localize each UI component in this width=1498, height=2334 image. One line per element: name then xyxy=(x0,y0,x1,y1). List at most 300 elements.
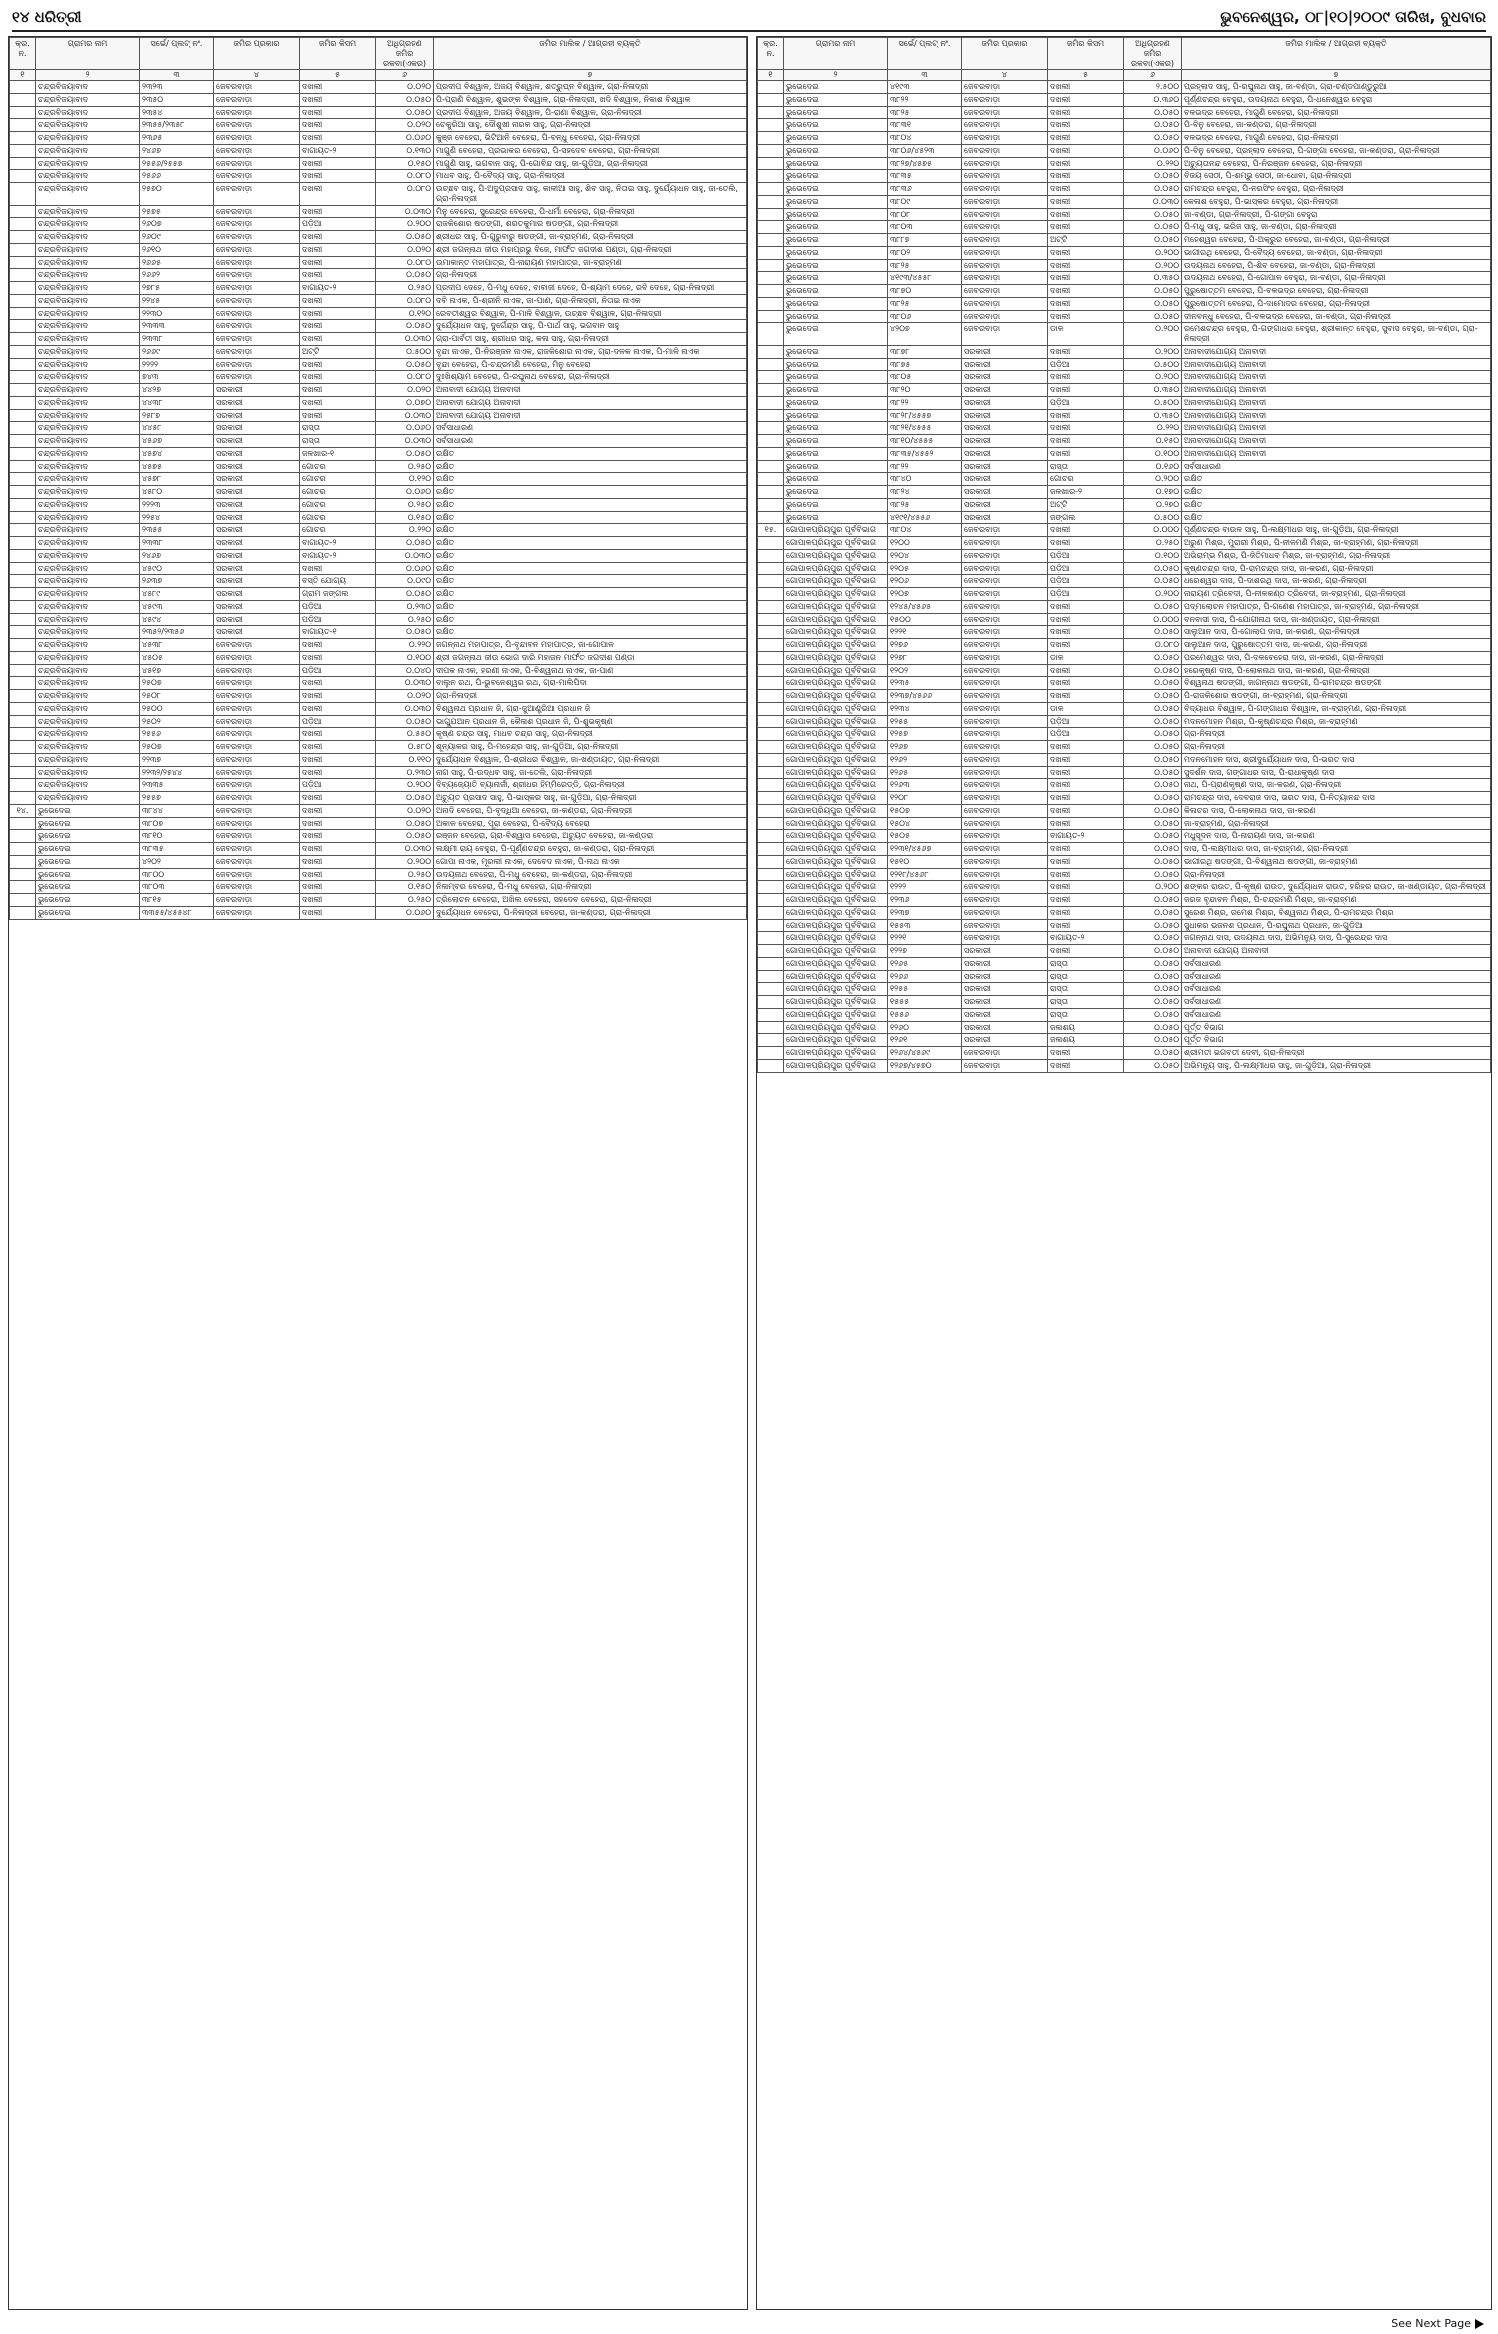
table-row xyxy=(758,511,1491,524)
owner-cell: ଦୀପକ ନାଏକ, ହରଣୀ ନାଏକ, ପି-ବିଶ୍ୱନାଥ ନାଏକ, ଜା-ପାଣ xyxy=(434,664,747,677)
owner-cell: ଧରେଶ୍ୱର ଦାସ, ପି-ଦାଶରଥି ଦାସ, ଜା-କରଣ, ଗ୍ରା-ନିଳାଦ୍ରୀ xyxy=(1182,575,1491,588)
plot-cell: ୨୩୬୫ xyxy=(140,132,214,145)
village-cell: ଭୁଭେଦେଇ xyxy=(784,345,888,358)
land-type-cell: ଜେବରବାଡ଼ା xyxy=(214,804,300,817)
village-cell: ଭୁଭେଦେଇ xyxy=(784,272,888,285)
table-row xyxy=(758,81,1491,94)
serial-cell xyxy=(10,537,36,550)
village-cell: ଭୁଭେଦେଇ xyxy=(784,132,888,145)
owner-cell: ଅନାବାଦୀଯୋଗ୍ୟ ଅନାବାଦୀ xyxy=(1182,396,1491,409)
table-row xyxy=(758,144,1491,157)
kisam-cell: ଦଖଲୀ xyxy=(300,677,376,690)
serial-cell xyxy=(10,422,36,435)
land-type-cell: ସରକାରୀ xyxy=(962,957,1048,970)
plot-cell: ୨୫୦୨ xyxy=(140,715,214,728)
plot-cell: ୨୨୨୨ xyxy=(140,358,214,371)
land-type-cell: ଜେବରବାଡ଼ା xyxy=(214,106,300,119)
serial-cell xyxy=(758,881,784,894)
kisam-cell: ଦଖଲୀ xyxy=(300,333,376,346)
kisam-cell: ଦଖଲୀ xyxy=(1048,690,1124,703)
land-type-cell: ଜେବରବାଡ଼ା xyxy=(214,741,300,754)
owner-cell: ଗ୍ରା-ନିଳାଦ୍ରୀ xyxy=(434,690,747,703)
village-cell: ଚନ୍ଦ୍ରବିଜୟାବାଦ xyxy=(36,562,140,575)
serial-cell xyxy=(10,157,36,170)
owner-cell: ଗ୍ରା-ନିଳାଦ୍ରୀ xyxy=(1182,728,1491,741)
owner-cell: ପି-ପ୍ରାଣି ବିଶ୍ୱାଳ, ଶୁଭଙ୍କ ବିଶ୍ୱାଳ, ଗ୍ରା-ନିଳାଦ୍ରୀ, ଖଦି ବିଶ୍ୱାଳ, ନିକାଶ ବିଶ୍ୱାଳ xyxy=(434,93,747,106)
table-row xyxy=(758,537,1491,550)
serial-cell xyxy=(10,792,36,805)
land-type-cell: ଜେବରବାଡ଼ା xyxy=(214,231,300,244)
village-cell: ଗୋପାଳପ୍ରିୟପୁର ପୂର୍ବବିଭାଗ xyxy=(784,728,888,741)
area-cell: ୦.୦୫୦ xyxy=(1124,945,1182,958)
village-cell: ଚନ୍ଦ୍ରବିଜୟାବାଦ xyxy=(36,307,140,320)
kisam-cell: ଡାଳ xyxy=(1048,651,1124,664)
serial-cell xyxy=(758,868,784,881)
area-cell: ୦.୨୫୦ xyxy=(1124,537,1182,550)
owner-cell: ସର୍ବସାଧାରଣ xyxy=(1182,996,1491,1009)
village-cell: ଚନ୍ଦ୍ରବିଜୟାବାଦ xyxy=(36,422,140,435)
village-cell: ଚନ୍ଦ୍ରବିଜୟାବାଦ xyxy=(36,639,140,652)
kisam-cell: ଦଖଲୀ xyxy=(1048,384,1124,397)
table-row xyxy=(758,766,1491,779)
land-type-cell: ଜେବରବାଡ଼ା xyxy=(214,868,300,881)
kisam-cell: ବାଗାୟତ-୧ xyxy=(300,626,376,639)
table-row xyxy=(758,996,1491,1009)
owner-cell: ଅନାବାଦୀଯୋଗ୍ୟ ଅନାବାଦୀ xyxy=(1182,345,1491,358)
serial-cell xyxy=(758,93,784,106)
kisam-cell: ରାସ୍ତା xyxy=(1048,983,1124,996)
village-cell: ଚନ୍ଦ୍ରବିଜୟାବାଦ xyxy=(36,294,140,307)
owner-cell: ରକ୍ଷିତ xyxy=(434,511,747,524)
plot-cell: ୧୨୬୭/୪୫୭୦ xyxy=(888,1059,962,1072)
serial-cell xyxy=(10,106,36,119)
table-row xyxy=(10,256,747,269)
village-cell: ଚନ୍ଦ୍ରବିଜୟାବାଦ xyxy=(36,447,140,460)
serial-cell xyxy=(758,830,784,843)
kisam-cell: ଦଖଲୀ xyxy=(300,855,376,868)
land-type-cell: ଜେବରବାଡ଼ା xyxy=(962,792,1048,805)
kisam-cell: ଦଖଲୀ xyxy=(300,639,376,652)
land-type-cell: ସରକାରୀ xyxy=(962,473,1048,486)
table-row xyxy=(10,639,747,652)
owner-cell: ଜା-ବ୍ରାହ୍ମଣ, ଗ୍ରା-ନିଳାଦ୍ରୀ xyxy=(1182,817,1491,830)
area-cell: ୦.୦୩୦ xyxy=(376,333,434,346)
land-type-cell: ସରକାରୀ xyxy=(214,511,300,524)
kisam-cell: ଦଖଲୀ xyxy=(1048,1047,1124,1060)
serial-cell xyxy=(758,728,784,741)
village-cell: ଚନ୍ଦ୍ରବିଜୟାବାଦ xyxy=(36,183,140,206)
village-cell: ଚନ୍ଦ୍ରବିଜୟାବାଦ xyxy=(36,333,140,346)
land-type-cell: ଜେବରବାଡ଼ା xyxy=(962,651,1048,664)
owner-cell: ଦିବ୍ୟଜ୍ୟୋତି ବ୍ୟାନାର୍ଜୀ, ଶ୍ରୀଧର ହିମ୍ମିରେଡ୍ଡି, ଗ୍ରା-ନିଳାଦ୍ରୀ xyxy=(434,779,747,792)
table-row xyxy=(758,498,1491,511)
plot-cell: ୨୬୬୯ xyxy=(140,345,214,358)
plot-cell: ୨୫୬୬ xyxy=(140,170,214,183)
table-row xyxy=(10,715,747,728)
land-type-cell: ଜେବରବାଡ଼ା xyxy=(962,183,1048,196)
kisam-cell: ଦଖଲୀ xyxy=(300,106,376,119)
land-type-cell: ଜେବରବାଡ଼ା xyxy=(962,1059,1048,1072)
area-cell: ୦.୦୫୦ xyxy=(376,106,434,119)
kisam-cell: ଦଖଲୀ xyxy=(1048,843,1124,856)
land-type-cell: ସରକାରୀ xyxy=(962,1021,1048,1034)
table-row xyxy=(758,183,1491,196)
land-type-cell: ସରକାରୀ xyxy=(214,435,300,448)
plot-cell: ୨୨୩୨/୨୫୪୪ xyxy=(140,766,214,779)
plot-cell: ୧୫୫୬ xyxy=(888,1008,962,1021)
serial-cell xyxy=(758,208,784,221)
land-type-cell: ଜେବରବାଡ଼ା xyxy=(962,843,1048,856)
area-cell: ୦.୦୫୦ xyxy=(1124,817,1182,830)
plot-cell: ୩୮୦୪ xyxy=(888,524,962,537)
table-row xyxy=(10,498,747,511)
column-header: ଜମିର କିସମ xyxy=(1048,38,1124,70)
kisam-cell: ବାଗାୟତ-୨ xyxy=(1048,932,1124,945)
owner-cell: ଅନାବାଦୀଯୋଗ୍ୟ ଅନାବାଦୀ xyxy=(1182,358,1491,371)
kisam-cell: ଦଖଲୀ xyxy=(1048,613,1124,626)
area-cell: ୦.୦୫୦ xyxy=(1124,753,1182,766)
column-number: ୭ xyxy=(434,70,747,81)
table-row xyxy=(10,562,747,575)
land-type-cell: ସରକାରୀ xyxy=(962,435,1048,448)
owner-cell: ରକ୍ଷିତ xyxy=(434,613,747,626)
serial-cell xyxy=(10,741,36,754)
area-cell: ୦.୨୦୦ xyxy=(1124,371,1182,384)
land-type-cell: ଜେବରବାଡ଼ା xyxy=(962,626,1048,639)
owner-cell: ଅନାବାଦୀଯୋଗ୍ୟ ଅନାବାଦୀ xyxy=(1182,371,1491,384)
village-cell: ଭୁଭେଦେଇ xyxy=(784,221,888,234)
plot-cell: ୩୮୦୭ xyxy=(140,817,214,830)
left-notice-table xyxy=(8,36,748,2310)
serial-cell xyxy=(10,119,36,132)
table-row xyxy=(10,779,747,792)
kisam-cell: ଦଖଲୀ xyxy=(1048,144,1124,157)
serial-cell xyxy=(10,524,36,537)
owner-cell: ମହେଶ୍ୱର ବେହେରା, ପି-ଅକ୍ରୁର ବେହେରା, ଜା-ବଣ୍ଡା, ଗ୍ରା-ନିଳାଦ୍ରୀ xyxy=(1182,234,1491,247)
column-header: ଅଧିଗ୍ରହଣ ଜମିର ରକବା(ଏକର) xyxy=(1124,38,1182,70)
serial-cell xyxy=(758,741,784,754)
owner-cell: ରକ୍ଷିତ xyxy=(1182,486,1491,499)
village-cell: ଭୁଭେଦେଇ xyxy=(784,409,888,422)
right-notice-table xyxy=(756,36,1492,2310)
area-cell: ୦.୧୫୦ xyxy=(376,511,434,524)
area-cell: ୦.୦୫୦ xyxy=(1124,1021,1182,1034)
serial-cell xyxy=(758,157,784,170)
plot-cell: ୩୮୨୫ xyxy=(888,297,962,310)
owner-cell: ଗ୍ରା-ନିଳାଦ୍ରୀ xyxy=(1182,868,1491,881)
serial-cell xyxy=(10,906,36,919)
area-cell: ୦.୦୮୦ xyxy=(376,170,434,183)
serial-cell xyxy=(10,855,36,868)
area-cell: ୦.୦୫୦ xyxy=(1124,715,1182,728)
serial-cell xyxy=(758,779,784,792)
village-cell: ଗୋପାଳପ୍ରିୟପୁର ପୂର୍ବବିଭାଗ xyxy=(784,549,888,562)
owner-cell: ରଞ୍ଜନ ବେହେରା, ଗ୍ରା-ବିଶ୍ୱାସ ବେହେରା, ଅଚ୍ୟୁତ ବେହେରା, ଜା-କଣ୍ଡରା xyxy=(434,830,747,843)
plot-cell: ୧୨୦୬ xyxy=(888,575,962,588)
village-cell: ଭୁଭେଦେଇ xyxy=(784,119,888,132)
area-cell: ୦.୦୫୦ xyxy=(1124,894,1182,907)
village-cell: ଭୁଭେଦେଇ xyxy=(36,843,140,856)
table-row xyxy=(758,323,1491,346)
land-type-cell: ଜେବରବାଡ଼ା xyxy=(962,613,1048,626)
column-number: ୨ xyxy=(784,70,888,81)
owner-cell: ସୁଦର୍ଶନ ଦାସ, ଗଙ୍ଗାଧର ଦାସ, ପି-ରାଧାକୃଷ୍ଣ ଦାସ xyxy=(1182,766,1491,779)
kisam-cell: ଦଖଲୀ xyxy=(300,894,376,907)
plot-cell: ୩୮୨୨ xyxy=(888,460,962,473)
village-cell: ଗୋପାଳପ୍ରିୟପୁର ପୂର୍ବବିଭାଗ xyxy=(784,957,888,970)
kisam-cell: ଜଳଖାର-୧ xyxy=(300,447,376,460)
serial-cell xyxy=(758,715,784,728)
serial-cell xyxy=(10,345,36,358)
column-number: ୧ xyxy=(10,70,36,81)
table-row xyxy=(758,919,1491,932)
plot-cell: ୩୮୦୮ xyxy=(888,208,962,221)
land-type-cell: ଜେବରବାଡ଼ା xyxy=(962,272,1048,285)
serial-cell xyxy=(758,234,784,247)
owner-cell: ପୂର୍ଣ୍ଣଚନ୍ଦ୍ର ବେହୁରା, ଉଦୟନାଥ ବେହୁରା, ପି-ଧନେଶ୍ୱର ବେହୁରା xyxy=(1182,93,1491,106)
village-cell: ଭୁଭେଦେଇ xyxy=(36,881,140,894)
kisam-cell: ପଡ଼ିଆ xyxy=(1048,715,1124,728)
land-type-cell: ଜେବରବାଡ଼ା xyxy=(962,106,1048,119)
table-row xyxy=(758,358,1491,371)
owner-cell: ଉମାକାନ୍ତ ମହାପାତ୍ର, ପି-ନାରାୟଣ ମହାପାତ୍ର, ଜା-ବ୍ରାହ୍ମଣ xyxy=(434,256,747,269)
plot-cell: ୪୧୯୩ xyxy=(888,81,962,94)
serial-cell xyxy=(758,1008,784,1021)
owner-cell: ଭାଗ୍ଯୁଆନ ପ୍ରଧାନ ଜି, କୈଳାଶ ପ୍ରଧାନ ଜି, ପି-ଶୁଭକୃଷ୍ଣ xyxy=(434,715,747,728)
area-cell: ୦.୦୩୦ xyxy=(376,205,434,218)
area-cell: ୦.୦୫୦ xyxy=(376,817,434,830)
plot-cell: ୩୮୦୨ xyxy=(888,246,962,259)
column-header: ଗ୍ରାମର ନାମ xyxy=(784,38,888,70)
owner-cell: କେଳାଶ ବେହୁରା, ପି-ଭାସ୍କର ବେହୁରା, ଗ୍ରା-ନିଳାଦ୍ରୀ xyxy=(1182,195,1491,208)
plot-cell: ୨୩୫୫/୨୩୫୮ xyxy=(140,119,214,132)
column-header: ସର୍ଭେ/ ପ୍ଲଟ୍ ନଂ. xyxy=(140,38,214,70)
area-cell: ୦.୦୫୦ xyxy=(376,447,434,460)
area-cell: ୦.୨୨୦ xyxy=(1124,422,1182,435)
table-row xyxy=(10,282,747,295)
owner-cell: ରାଜକିଶୋର ଷଡଙ୍ଗୀ, ଶରତକୁମାର ଷଡଙ୍ଗୀ, ଗ୍ରା-ନିଳାଦ୍ରୀ xyxy=(434,218,747,231)
village-cell: ଚନ୍ଦ୍ରବିଜୟାବାଦ xyxy=(36,205,140,218)
table-row xyxy=(10,119,747,132)
area-cell: ୦.୦୦୦ xyxy=(1124,613,1182,626)
serial-cell xyxy=(10,894,36,907)
land-type-cell: ଜେବରବାଡ଼ା xyxy=(962,868,1048,881)
area-cell: ୦.୦୫୦ xyxy=(1124,106,1182,119)
serial-cell xyxy=(758,792,784,805)
area-cell: ୦.୦୯୦ xyxy=(376,575,434,588)
area-cell: ୦.୦୫୦ xyxy=(1124,677,1182,690)
area-cell: ୦.୦୫୦ xyxy=(1124,600,1182,613)
table-row xyxy=(758,639,1491,652)
page-number-title: ୧୪ ଧରିତ୍ରୀ xyxy=(12,8,82,26)
village-cell: ଗୋପାଳପ୍ରିୟପୁର ପୂର୍ବବିଭାଗ xyxy=(784,524,888,537)
column-header: ଜମିର କିସମ xyxy=(300,38,376,70)
owner-cell: ଅନାବାଦୀଯୋଗ୍ୟ ଅନାବାଦୀ xyxy=(1182,435,1491,448)
owner-cell: ଶ୍ରୀଧର ସାହୁ, ପି-ଗୁରୁବାରୁ ଷଡଙ୍ଗୀ, ଜା-ବ୍ରାହ୍ମଣ, ଗ୍ରା-ନିଳାଦ୍ରୀ xyxy=(434,231,747,244)
table-row xyxy=(10,294,747,307)
owner-cell: ଦୀନବନ୍ଧୁ ବେହେରା, ପି-ବଳଭଦ୍ର ବେହେରା, ଜା-ବଣ୍ଡା, ଗ୍ରା-ନିଳାଦ୍ରୀ xyxy=(1182,310,1491,323)
area-cell: ୦.୦୫୦ xyxy=(376,93,434,106)
owner-cell: ଅନାବାଦୀଯୋଗ୍ୟ ଅନାବାଦୀ xyxy=(1182,384,1491,397)
table-row xyxy=(10,243,747,256)
area-cell: ୦.୦୬୦ xyxy=(376,422,434,435)
plot-cell: ୩୮୦୪ xyxy=(888,132,962,145)
kisam-cell: ଦଖଲୀ xyxy=(300,256,376,269)
kisam-cell: ଦଖଲୀ xyxy=(1048,435,1124,448)
serial-cell xyxy=(10,320,36,333)
area-cell: ୦.୦୫୦ xyxy=(376,830,434,843)
owner-cell: ସର୍ବସାଧାରଣ xyxy=(1182,983,1491,996)
kisam-cell: ଦଖଲୀ xyxy=(1048,881,1124,894)
serial-cell xyxy=(10,231,36,244)
village-cell: ଗୋପାଳପ୍ରିୟପୁର ପୂର୍ବବିଭାଗ xyxy=(784,843,888,856)
kisam-cell: ରାସ୍ତା xyxy=(1048,1008,1124,1021)
area-cell: ୦.୦୫୦ xyxy=(1124,575,1182,588)
table-row xyxy=(10,524,747,537)
column-number: ୫ xyxy=(1048,70,1124,81)
serial-cell xyxy=(10,243,36,256)
plot-cell: ୧୫୧୦ xyxy=(888,855,962,868)
area-cell: ୦.୨୦୦ xyxy=(376,218,434,231)
plot-cell: ୩୮୨୭/୪୫୭୫ xyxy=(888,157,962,170)
see-next-page-label: See Next Page xyxy=(1391,2317,1471,2330)
area-cell: ୦.୦୫୦ xyxy=(1124,1047,1182,1060)
plot-cell: ୨୨୨୩ xyxy=(140,498,214,511)
plot-cell: ୪୪୩୮ xyxy=(140,396,214,409)
kisam-cell: ଦଖଲୀ xyxy=(300,269,376,282)
village-cell: ଚନ୍ଦ୍ରବିଜୟାବାଦ xyxy=(36,702,140,715)
area-cell: ୦.୦୮୦ xyxy=(376,183,434,206)
table-row xyxy=(758,868,1491,881)
land-type-cell: ଜେବରବାଡ଼ା xyxy=(214,906,300,919)
kisam-cell: ରାସ୍ତା xyxy=(1048,957,1124,970)
kisam-cell: ଦଖଲୀ xyxy=(1048,779,1124,792)
plot-cell: ୩୮୧୦/୪୫୫୫ xyxy=(888,435,962,448)
area-cell: ୦.୦୫୦ xyxy=(1124,1008,1182,1021)
plot-cell: ୧୨୦୦ xyxy=(888,537,962,550)
village-cell: ଗୋପାଳପ୍ରିୟପୁର ପୂର୍ବବିଭାଗ xyxy=(784,741,888,754)
village-cell: ଚନ୍ଦ୍ରବିଜୟାବାଦ xyxy=(36,243,140,256)
plot-cell: ୨୩୫୨/୨୩୫୬ xyxy=(140,626,214,639)
kisam-cell: ପଡ଼ିଆ xyxy=(300,664,376,677)
plot-cell: ୧୨୦୨ xyxy=(888,664,962,677)
village-cell: ଚନ୍ଦ୍ରବିଜୟାବାଦ xyxy=(36,320,140,333)
kisam-cell: ଦଖଲୀ xyxy=(1048,792,1124,805)
owner-cell: ଅଚ୍ୟୁତାନନ୍ଦ ବେହେରା, ପି-ନିରଞ୍ଜନ ବେହେରା, ଗ୍ରା-ନିଳାଦ୍ରୀ xyxy=(1182,157,1491,170)
kisam-cell: ଦଖଲୀ xyxy=(1048,259,1124,272)
area-cell: ୦.୧୦୦ xyxy=(376,651,434,664)
plot-cell: ୩୮୭୫ xyxy=(888,358,962,371)
column-header: ଜମିର ପ୍ରକାର xyxy=(214,38,300,70)
kisam-cell: ଦଖଲୀ xyxy=(1048,817,1124,830)
village-cell: ଚନ୍ଦ୍ରବିଜୟାବାଦ xyxy=(36,132,140,145)
land-type-cell: ଜେବରବାଡ଼ା xyxy=(962,537,1048,550)
plot-cell: ୨୪୬୭ xyxy=(140,549,214,562)
column-number: ୪ xyxy=(962,70,1048,81)
plot-cell: ୪୫୯୪ xyxy=(140,613,214,626)
column-number-row xyxy=(10,70,747,81)
owner-cell: ଶ୍ରୀ ଜଗନ୍ନାଥ ଜୀଉ ମହାପ୍ରଭୁ ବିଜେ, ମାର୍ଫତ ଜଗଦୀଶ ପଣ୍ଡା, ଗ୍ରା-ନିଳାଦ୍ରୀ xyxy=(434,243,747,256)
table-row xyxy=(10,792,747,805)
owner-cell: ଅନାବାଦୀଯୋଗ୍ୟ ଅନାବାଦୀ xyxy=(1182,409,1491,422)
land-type-cell: ଜେବରବାଡ଼ା xyxy=(214,843,300,856)
column-header-row xyxy=(758,38,1491,70)
plot-cell: ୧୨୭୬ xyxy=(888,639,962,652)
plot-cell: ୩୮୮୭ xyxy=(888,234,962,247)
kisam-cell: ଜଳାଶୟ xyxy=(1048,1034,1124,1047)
table-row xyxy=(10,144,747,157)
owner-cell: ମଧୁସୂଦନ ଦାସ, ପି-ନାରାୟଣ ଦାସ, ଜା-କରଣ xyxy=(1182,830,1491,843)
column-header: ଅଧିଗ୍ରହଣ ଜମିର ରକବା(ଏକର) xyxy=(376,38,434,70)
owner-cell: ପି-ବିନୁ ବେହେରା, ପ୍ରହ୍ଲାଦ ବେହେରା, ପି-ଗଙ୍ଗା ବେହେରା, ଜା-କଣ୍ଡରା, ଗ୍ରା-ନିଳାଦ୍ରୀ xyxy=(1182,144,1491,157)
owner-cell: ଗୋପା ନାଏକ, ମୂରଲୀ ନାଏକ, ଦେବେଦ ନାଏକ, ପି-ନାଥ ନାଏକ xyxy=(434,855,747,868)
kisam-cell: ଅଟ୍ଟି xyxy=(1048,234,1124,247)
village-cell: ଭୁଭେଦେଇ xyxy=(784,106,888,119)
serial-cell xyxy=(758,106,784,119)
plot-cell: ୩୮୦୩ xyxy=(888,221,962,234)
table-row xyxy=(10,447,747,460)
owner-cell: ପ୍ରଦୀପ ବିଶ୍ୱାଳ, ଅଜୟ ବିଶ୍ୱାଳ, ଶତ୍ରୁଘ୍ନ ବିଶ୍ୱାଳ, ଗ୍ରା-ନିଳାଦ୍ରୀ xyxy=(434,81,747,94)
area-cell: ୦.୦୦୦ xyxy=(1124,524,1182,537)
land-type-cell: ସରକାରୀ xyxy=(962,970,1048,983)
area-cell: ୦.୫୦୦ xyxy=(1124,511,1182,524)
village-cell: ଚନ୍ଦ୍ରବିଜୟାବାଦ xyxy=(36,498,140,511)
serial-cell xyxy=(10,294,36,307)
village-cell: ଚନ୍ଦ୍ରବିଜୟାବାଦ xyxy=(36,269,140,282)
plot-cell: ୩୮୩୫/୪୫୫୨ xyxy=(888,447,962,460)
kisam-cell: ଦଖଲୀ xyxy=(1048,945,1124,958)
owner-cell: ମଦନମୋହନ ଦାସ, ଶ୍ରୀଦୁର୍ଯ୍ୟୋଧନ ଦାସ, ପି-ଭରତ ଦାସ xyxy=(1182,753,1491,766)
land-table-left xyxy=(9,37,747,920)
area-cell: ୦.୧୦୦ xyxy=(1124,447,1182,460)
serial-cell xyxy=(758,804,784,817)
kisam-cell: ଦଖଲୀ xyxy=(300,358,376,371)
plot-cell: ୧୫୦୪ xyxy=(888,817,962,830)
area-cell: ୦.୧୨୦ xyxy=(376,307,434,320)
owner-cell: ରକ୍ଷିତ xyxy=(434,575,747,588)
serial-cell xyxy=(758,932,784,945)
serial-cell xyxy=(758,396,784,409)
table-row xyxy=(758,170,1491,183)
village-cell: ଭୁଭେଦେଇ xyxy=(784,371,888,384)
table-row xyxy=(758,957,1491,970)
village-cell: ଚନ୍ଦ୍ରବିଜୟାବାଦ xyxy=(36,728,140,741)
owner-cell: ରକ୍ଷିତ xyxy=(434,486,747,499)
owner-cell: ମିନୁ ବେହେରା, ସୁରେନ୍ଦ୍ର ବେହେରା, ପି-ଧର୍ମା ବେହେରା, ଗ୍ରା-ନିଳାଦ୍ରୀ xyxy=(434,205,747,218)
village-cell: ଚନ୍ଦ୍ରବିଜୟାବାଦ xyxy=(36,486,140,499)
owner-cell: ପଦ୍ମଲୋଚନ ମହାପାତ୍ର, ପି-ଗଣେଶ ମହାପାତ୍ର, ଜା-ବ୍ରାହ୍ମଣ, ଗ୍ରା-ନିଳାଦ୍ରୀ xyxy=(1182,600,1491,613)
land-type-cell: ସରକାରୀ xyxy=(962,396,1048,409)
village-cell: ଗୋପାଳପ୍ରିୟପୁର ପୂର୍ବବିଭାଗ xyxy=(784,868,888,881)
area-cell: ୦.୩୫୦ xyxy=(1124,272,1182,285)
serial-cell xyxy=(758,919,784,932)
area-cell: ୦.୦୫୦ xyxy=(376,231,434,244)
area-cell: ୦.୦୭୦ xyxy=(376,396,434,409)
serial-cell xyxy=(758,906,784,919)
plot-cell: ୩୮୨୧/୪୫୫୫ xyxy=(888,422,962,435)
area-cell: ୦.୨୦୦ xyxy=(1124,323,1182,346)
land-type-cell: ଜେବରବାଡ଼ା xyxy=(214,282,300,295)
plot-cell: ୧୨୨୭ xyxy=(888,945,962,958)
village-cell: ଭୁଭେଦେଇ xyxy=(784,183,888,196)
kisam-cell: ଦଖଲୀ xyxy=(1048,537,1124,550)
area-cell: ୦.୦୫୦ xyxy=(1124,208,1182,221)
area-cell: ୦.୧୧୦ xyxy=(376,753,434,766)
table-row xyxy=(758,932,1491,945)
serial-cell xyxy=(10,613,36,626)
area-cell: ୦.୦୫୦ xyxy=(1124,310,1182,323)
owner-cell: ସାଲୁଆନ ଦାସ, ପୁରୁଷୋତ୍ତମ ଦାସ, ଜା-କରଣ, ଗ୍ରା-ନିଳାଦ୍ରୀ xyxy=(1182,639,1491,652)
